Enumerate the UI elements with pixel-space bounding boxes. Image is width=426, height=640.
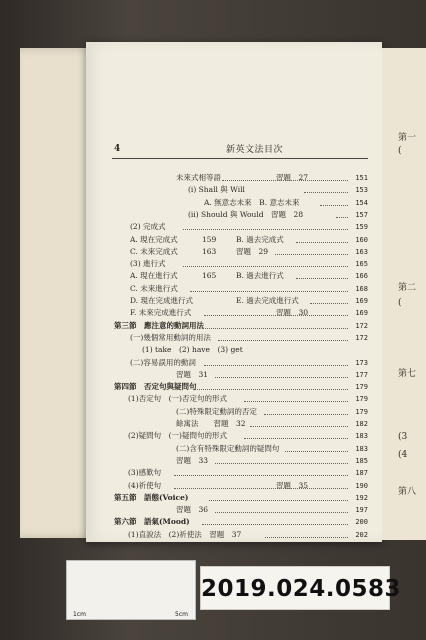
scale-bar bbox=[66, 560, 196, 620]
dot-leader bbox=[174, 477, 348, 489]
toc-entry-second-column: B. 過去完成式 bbox=[236, 234, 284, 244]
dot-leader bbox=[215, 366, 348, 378]
right-page-fragment: 第八 bbox=[398, 487, 417, 497]
toc-entry-title: 第六節 語氣(Mood) bbox=[114, 517, 190, 527]
toc-entry bbox=[86, 529, 382, 541]
toc-entry-title: (2) 完成式 bbox=[130, 222, 166, 232]
dot-leader bbox=[204, 304, 348, 316]
dot-leader bbox=[265, 526, 348, 538]
toc-entry-page-number: 172 bbox=[355, 321, 368, 330]
toc-entry-page-number: 179 bbox=[355, 395, 368, 404]
dot-leader bbox=[244, 390, 348, 402]
toc-entry-title: (1)直說法 (2)祈使法 習題 37 bbox=[128, 529, 242, 539]
dot-leader bbox=[250, 415, 348, 427]
toc-entry-page-number: 169 bbox=[355, 309, 368, 318]
toc-entry-title: A. 現在進行式 bbox=[130, 271, 178, 281]
dot-leader bbox=[195, 378, 348, 390]
toc-entry-title: (二)容易誤用的動詞 bbox=[130, 357, 196, 367]
scale-label-left: 1cm bbox=[73, 611, 86, 618]
toc-entry-extra: 159 bbox=[202, 234, 217, 244]
toc-entry-extra: 習題 30 bbox=[276, 308, 309, 318]
toc-entry-title: (ii) Should 與 Would 習題 28 bbox=[188, 209, 304, 219]
dot-leader bbox=[275, 243, 348, 255]
dot-leader bbox=[202, 513, 348, 525]
toc-entry-title: 習題 31 bbox=[176, 369, 209, 379]
toc-entry-title: 習題 36 bbox=[176, 505, 209, 515]
toc-entry-page-number: 157 bbox=[355, 210, 368, 219]
page-header bbox=[86, 132, 382, 158]
toc-entry-title: (3) 進行式 bbox=[130, 259, 166, 269]
toc-entry-page-number: 153 bbox=[355, 186, 368, 195]
dot-leader bbox=[304, 181, 348, 193]
toc-entry-title: D. 現在完成進行式 bbox=[130, 296, 194, 305]
toc-entry-page-number: 172 bbox=[355, 333, 368, 342]
right-page-fragment: ( bbox=[398, 146, 402, 156]
toc-entry-extra: 163 bbox=[202, 246, 217, 256]
right-page-fragment: 第二 bbox=[398, 283, 417, 293]
toc-entry-page-number: 177 bbox=[355, 370, 368, 379]
dot-leader bbox=[174, 464, 348, 476]
page-number: 4 bbox=[114, 144, 121, 154]
dot-leader bbox=[183, 255, 348, 267]
toc-entry-page-number: 159 bbox=[355, 223, 368, 232]
toc-entry-page-number: 179 bbox=[355, 383, 368, 392]
dot-leader bbox=[264, 403, 348, 415]
toc-entry-page-number: 202 bbox=[355, 530, 368, 539]
toc-entry-second-column: B. 過去進行式 bbox=[236, 271, 284, 281]
dot-leader bbox=[336, 206, 348, 218]
scale-label-right: 5cm bbox=[175, 611, 188, 618]
running-title: 新英文法目次 bbox=[226, 145, 284, 155]
toc-entry-title: 第三節 應注意的動詞用法 bbox=[114, 320, 204, 330]
toc-entry-page-number: 163 bbox=[355, 247, 368, 256]
toc-entry-title: 第五節 語態(Voice) bbox=[114, 492, 189, 502]
toc-entry-page-number: 165 bbox=[355, 260, 368, 269]
book-page bbox=[86, 42, 382, 542]
toc-entry-page-number: 168 bbox=[355, 284, 368, 293]
toc-entry-page-number: 166 bbox=[355, 272, 368, 281]
dot-leader bbox=[222, 169, 348, 181]
toc-entry-title: C. 未來進行式 bbox=[130, 283, 178, 293]
toc-entry-page-number: 183 bbox=[355, 444, 368, 453]
toc-entry-page-number: 154 bbox=[355, 198, 368, 207]
dot-leader bbox=[215, 501, 348, 513]
dot-leader bbox=[190, 280, 348, 292]
toc-entry-title: 第四節 否定句與疑問句 bbox=[114, 382, 197, 392]
dot-leader bbox=[204, 354, 348, 366]
dot-leader bbox=[218, 329, 348, 341]
toc-entry-page-number: 192 bbox=[355, 493, 368, 502]
toc-entry-second-column: E. 過去完成進行式 bbox=[236, 296, 299, 305]
toc-entry-extra: 習題 35 bbox=[276, 480, 309, 490]
header-rule bbox=[112, 158, 368, 159]
toc-entry-title: (二)特殊限定動詞的否定 bbox=[176, 406, 257, 416]
dot-leader bbox=[244, 427, 348, 439]
dot-leader bbox=[320, 194, 348, 206]
toc-entry-extra: 習題 27 bbox=[276, 173, 309, 182]
toc-entry-page-number: 187 bbox=[355, 469, 368, 478]
toc-entry-title: A. 現在完成式 bbox=[130, 234, 178, 244]
toc-entry-title: C. 未來完成式 bbox=[130, 246, 178, 256]
toc-entry-title: 習題 33 bbox=[176, 455, 209, 465]
toc-entry-title: A. 無意志未來 B. 意志未來 bbox=[204, 197, 300, 207]
toc-entry-page-number: 151 bbox=[355, 174, 368, 182]
right-page-fragment: 第一 bbox=[398, 133, 417, 143]
toc-entry-page-number: 190 bbox=[355, 481, 368, 490]
toc-entry-page-number: 160 bbox=[355, 235, 368, 244]
toc-entry-second-column: 習題 29 bbox=[236, 246, 269, 256]
toc-entry-title: 未來式相等語 bbox=[176, 173, 221, 182]
toc-entry-page-number: 179 bbox=[355, 407, 368, 416]
dot-leader bbox=[310, 292, 348, 304]
dot-leader bbox=[215, 452, 348, 464]
toc-entry-page-number: 197 bbox=[355, 506, 368, 515]
right-page-fragment: (3 bbox=[398, 432, 408, 442]
right-page-fragment: 第七 bbox=[398, 369, 417, 379]
toc-entry-title: F. 未來完成進行式 bbox=[130, 308, 192, 318]
dot-leader bbox=[202, 317, 348, 329]
toc-entry-page-number: 169 bbox=[355, 297, 368, 305]
right-page-fragment: (4 bbox=[398, 450, 408, 460]
toc-entry bbox=[86, 332, 382, 344]
toc-entry-title: (1)否定句 (一)否定句的形式 bbox=[128, 394, 227, 404]
toc-entry-title: (1) take (2) have (3) get bbox=[142, 345, 243, 355]
toc-entry-page-number: 200 bbox=[355, 518, 368, 527]
toc-entry-title: (一)幾個常用動詞的用法 bbox=[130, 332, 211, 342]
dot-leader bbox=[296, 231, 348, 243]
dot-leader bbox=[209, 489, 348, 501]
toc-entry-page-number: 173 bbox=[355, 358, 368, 367]
toc-entry-title: 餘寓法 習題 32 bbox=[176, 419, 246, 428]
next-page-edge bbox=[382, 48, 426, 540]
right-page-fragment: ( bbox=[398, 298, 402, 308]
toc-entry-extra: 165 bbox=[202, 271, 217, 281]
toc-entry-page-number: 183 bbox=[355, 432, 368, 441]
dot-leader bbox=[296, 267, 348, 279]
dot-leader bbox=[285, 440, 348, 452]
toc-entry-title: (4)祈使句 bbox=[128, 480, 162, 490]
accession-number-label: 2019.024.0583 bbox=[200, 566, 390, 610]
toc-entry-title: (二)含有特殊限定動詞的疑問句 bbox=[176, 443, 280, 453]
toc-entry-page-number: 182 bbox=[355, 420, 368, 428]
toc-entry-title: (2)疑問句 (一)疑問句的形式 bbox=[128, 431, 227, 441]
toc-entry-page-number: 185 bbox=[355, 456, 368, 465]
toc-entry-title: (3)感歎句 bbox=[128, 468, 162, 478]
dot-leader bbox=[183, 218, 348, 230]
toc-entry-title: (i) Shall 與 Will bbox=[188, 185, 245, 195]
